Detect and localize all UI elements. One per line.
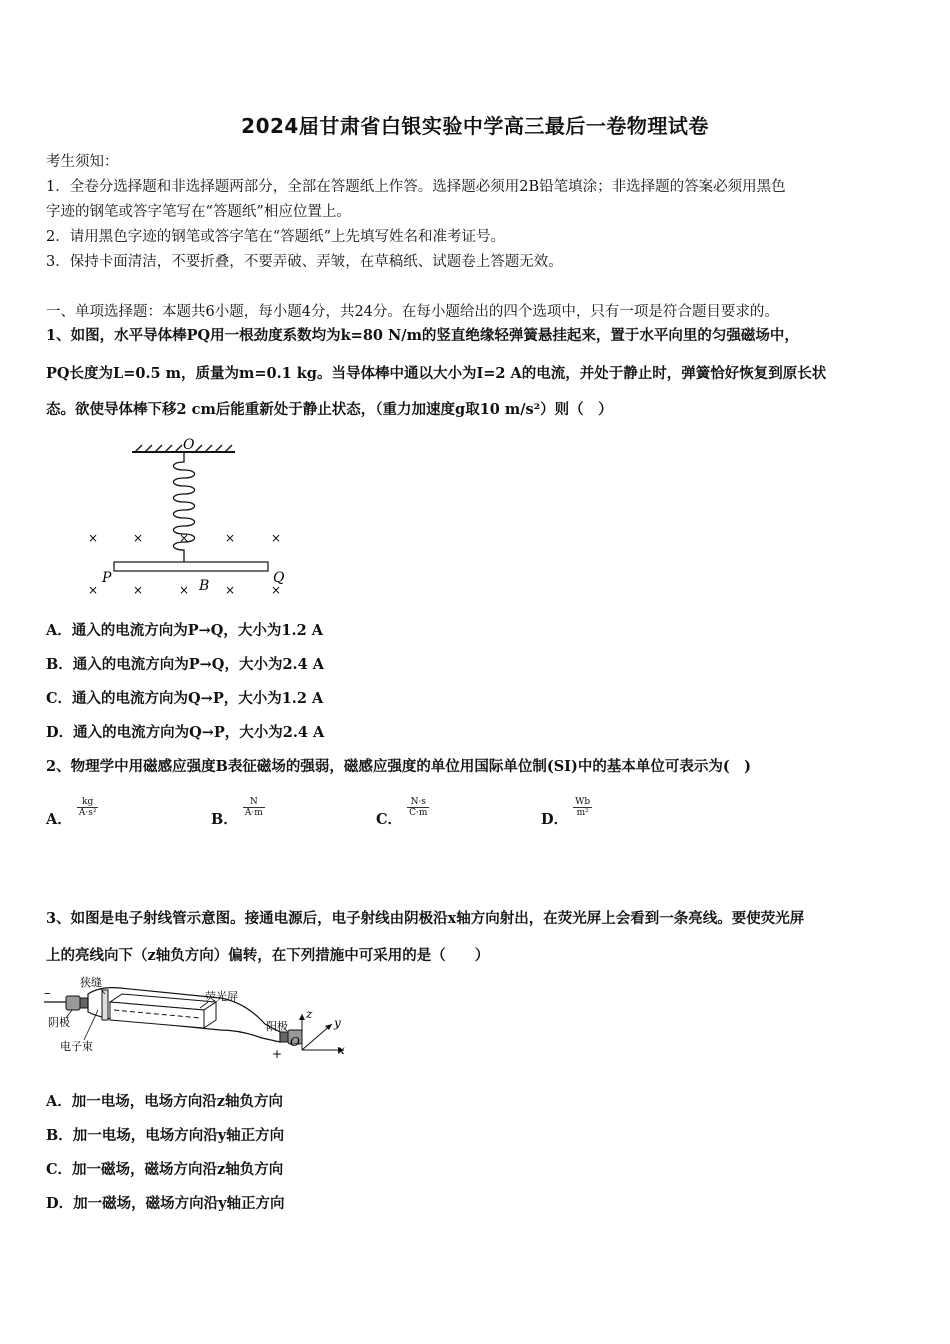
field-cross: × [225, 583, 236, 597]
q2-option-c[interactable] [376, 796, 429, 828]
notice-heading: 考生须知： [46, 154, 119, 170]
option-letter: A． [46, 811, 72, 828]
unit-fraction [77, 797, 99, 818]
spring-rod-figure [80, 432, 300, 602]
field-cross: × [225, 531, 236, 545]
notice-item: 字迹的钢笔或答字笔写在“答题纸”相应位置上。 [46, 204, 351, 220]
field-cross: × [133, 583, 144, 597]
label-z: z [306, 1007, 313, 1021]
q1-stem-line: 1、如图，水平导体棒PQ用一根劲度系数均为k=80 N/m的竖直绝缘轻弹簧悬挂起来，置于水平向里的匀强磁场中， [46, 327, 799, 344]
field-cross: × [88, 531, 99, 545]
fraction-denominator: C·m [409, 808, 428, 818]
option-letter: D． [541, 811, 569, 828]
label-p: P [102, 570, 112, 586]
option-letter: B． [211, 811, 238, 828]
anode-cap [280, 1032, 288, 1042]
label-minus: – [44, 986, 51, 1001]
field-cross: × [271, 583, 282, 597]
q1-stem-line: PQ长度为L=0.5 m，质量为m=0.1 kg。当导体棒中通以大小为I=2 A的电流，并处于静止时，弹簧恰好恢复到原长状 [46, 365, 827, 382]
q1-option-c[interactable]: C．通入的电流方向为Q→P，大小为1.2 A [46, 690, 324, 707]
label-o: O [183, 437, 195, 453]
section-heading: 一、单项选择题：本题共6小题，每小题4分，共24分。在每小题给出的四个选项中，只有一项是符合题目要求的。 [46, 304, 779, 320]
fraction-denominator: A·m [244, 808, 263, 818]
q2-option-d[interactable] [541, 796, 592, 828]
q1-option-a[interactable]: A．通入的电流方向为P→Q，大小为1.2 A [46, 622, 323, 639]
slit-plate [102, 990, 108, 1020]
q3-option-c[interactable]: C．加一磁场，磁场方向沿z轴负方向 [46, 1161, 284, 1178]
cathode [66, 996, 80, 1010]
q3-stem-line: 3、如图是电子射线管示意图。接通电源后，电子射线由阴极沿x轴方向射出，在荧光屏上会看到一条亮线。要使荧光屏 [46, 910, 805, 927]
notice-item: 2．请用黑色字迹的钢笔或答字笔在“答题纸”上先填写姓名和准考证号。 [46, 229, 506, 245]
crt-figure [40, 972, 350, 1064]
label-plus: + [272, 1047, 283, 1061]
q1-option-b[interactable]: B．通入的电流方向为P→Q，大小为2.4 A [46, 656, 324, 673]
unit-fraction [407, 797, 429, 818]
field-cross: × [179, 531, 190, 545]
unit-fraction [243, 797, 265, 818]
q2-option-a[interactable] [46, 796, 98, 828]
fraction-numerator: N·s [407, 797, 429, 808]
q2-option-b[interactable] [211, 796, 265, 828]
label-y: y [334, 1016, 341, 1030]
notice-item: 1．全卷分选择题和非选择题两部分，全部在答题纸上作答。选择题必须用2B铅笔填涂；非选择题的答案必须用黑色 [46, 179, 786, 195]
fraction-numerator: N [243, 797, 265, 808]
q3-option-a[interactable]: A．加一电场，电场方向沿z轴负方向 [46, 1093, 283, 1110]
q3-option-b[interactable]: B．加一电场，电场方向沿y轴正方向 [46, 1127, 285, 1144]
label-cathode: 阴极 [48, 1016, 70, 1029]
page-title: 2024届甘肃省白银实验中学高三最后一卷物理试卷 [241, 114, 709, 138]
conductor-rod [114, 562, 268, 571]
label-anode: 阳极 [266, 1020, 288, 1033]
unit-fraction [573, 797, 592, 818]
q3-option-d[interactable]: D．加一磁场，磁场方向沿y轴正方向 [46, 1195, 285, 1212]
q3-stem-line: 上的亮线向下（z轴负方向）偏转，在下列措施中可采用的是（ ） [46, 947, 490, 964]
label-q: Q [273, 570, 285, 586]
fraction-numerator: Wb [575, 797, 591, 807]
field-cross: × [133, 531, 144, 545]
label-x: x [338, 1043, 345, 1057]
q2-stem: 2、物理学中用磁感应强度B表征磁场的强弱，磁感应强度的单位用国际单位制(SI)中的基本单位可表示为( ) [46, 758, 752, 775]
fraction-denominator: A·s² [78, 808, 97, 818]
label-screen: 荧光屏 [205, 990, 238, 1003]
label-slit: 狭缝 [80, 976, 102, 989]
option-letter: C． [376, 811, 403, 828]
notice-item: 3．保持卡面清洁，不要折叠，不要弄破、弄皱，在草稿纸、试题卷上答题无效。 [46, 254, 563, 270]
field-cross: × [179, 583, 190, 597]
label-b: B [199, 578, 210, 594]
fraction-numerator: kg [77, 797, 99, 808]
label-origin: O [290, 1035, 300, 1049]
field-cross: × [271, 531, 282, 545]
fraction-denominator: m² [576, 808, 589, 818]
cathode-cap [80, 998, 88, 1008]
label-beam: 电子束 [60, 1040, 93, 1053]
q1-stem-line: 态。欲使导体棒下移2 cm后能重新处于静止状态，（重力加速度g取10 m/s²）则（ ） [46, 401, 613, 418]
field-cross: × [88, 583, 99, 597]
spring [174, 452, 195, 562]
q1-option-d[interactable]: D．通入的电流方向为Q→P，大小为2.4 A [46, 724, 325, 741]
